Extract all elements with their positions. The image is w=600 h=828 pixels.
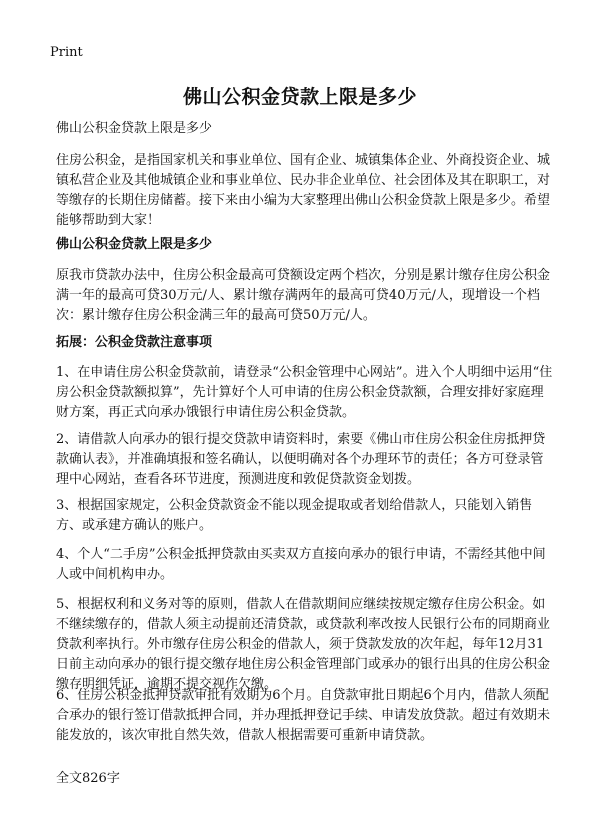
print-link[interactable]: Print <box>50 45 83 60</box>
section-heading-limit: 佛山公积金贷款上限是多少 <box>56 237 213 252</box>
note-item-5: 5、根据权利和义务对等的原则，借款人在借款期间应继续按规定缴存住房公积金。如不继续缴存的，借款人须主动提前还清贷款，或贷款利率改按人民银行公布的同期商业贷款利率执行。外市缴存住房公积金的借款人，须于贷款发放的次年起，每年12月31日前主动向承办的银行提交缴存地住房公积金管理部门或承办的银行出具的住房公积金缴存明细凭证，逾期不提交视作欠缴。 <box>56 597 551 692</box>
word-count: 全文826字 <box>56 771 120 786</box>
intro-paragraph: 住房公积金，是指国家机关和事业单位、国有企业、城镇集体企业、外商投资企业、城镇私营企业及其他城镇企业和事业单位、民办非企业单位、社会团体及其在职职工，对等缴存的长期住房储蓄。接下来由小编为大家整理出佛山公积金贷款上限是多少。希望能够帮助到大家！ <box>56 153 551 228</box>
subtitle: 佛山公积金贷款上限是多少 <box>56 121 213 136</box>
note-item-1: 1、在申请住房公积金贷款前，请登录“公积金管理中心网站”。进入个人明细中运用“住房公积金贷款额拟算”，先计算好个人可申请的住房公积金贷款额，合理安排好家庭理财方案，再正式向承办饿银行申请住房公积金贷款。 <box>56 365 553 420</box>
limit-paragraph: 原我市贷款办法中，住房公积金最高可贷额设定两个档次，分别是累计缴存住房公积金满一年的最高可贷30万元/人、累计缴存满两年的最高可贷40万元/人，现增设一个档次：累计缴存住房公积金满三年的最高可贷50万元/人。 <box>56 268 551 323</box>
page-title: 佛山公积金贷款上限是多少 <box>182 86 417 108</box>
note-item-2: 2、请借款人向承办的银行提交贷款申请资料时，索要《佛山市住房公积金住房抵押贷款确认表》，并准确填报和签名确认，以便明确对各个办理环节的责任；各方可登录管理中心网站，查看各环节进度，预测进度和敦促贷款资金划拨。 <box>56 432 546 487</box>
section-heading-notes: 拓展：公积金贷款注意事项 <box>56 335 213 350</box>
note-item-6: 6、住房公积金抵押贷款审批有效期为6个月。自贷款审批日期起6个月内，借款人须配合承办的银行签订借款抵押合同，并办理抵押登记手续、申请发放贷款。超过有效期未能发放的，该次审批自然失效，借款人根据需要可重新申请贷款。 <box>56 688 551 743</box>
note-item-4: 4、个人“二手房”公积金抵押贷款由买卖双方直接向承办的银行申请，不需经其他中间人或中间机构申办。 <box>56 547 546 582</box>
note-item-3: 3、根据国家规定，公积金贷款资金不能以现金提取或者划给借款人，只能划入销售方、或承建方确认的账户。 <box>56 498 533 533</box>
